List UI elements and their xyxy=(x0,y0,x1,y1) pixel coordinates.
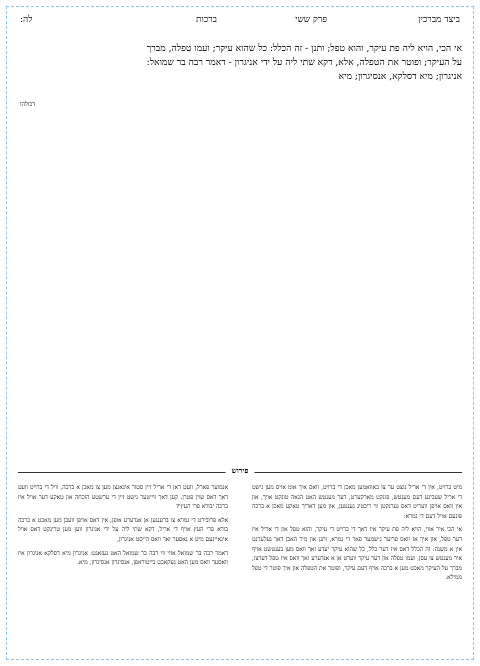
commentary-title: פירוש xyxy=(226,466,255,475)
main-text-line: אי הכי, הויא ליה פת עיקר, והוא טפל; ותנן - זה הכלל: כל שהוא עיקר; ועמו טפלה, מברך xyxy=(146,43,462,54)
talmud-page xyxy=(18,14,462,654)
main-text-line: על העיקר; ופוטר את הטפלה, אלא, דקא שתי ליה על ידי אניגרון - דאמר רבה בר שמואל: xyxy=(146,57,462,68)
page-header xyxy=(18,14,462,32)
main-text xyxy=(18,42,462,84)
catchword: דכולהו xyxy=(20,101,36,108)
commentary-paragraph: מיט ברויט, אין ד' אריל נוצט ער צו באוואמען מאכן די ברויט, וואס איך אומ אויס מען נישט די אריל שעכיגע דעם מענטש, פונקט מארקערט, דער מענטש האט הנאה טונקט אויך, און אין וואס אויפן וועריט דאס נערנקטן ווי ריכטיג גענטען, און מען דאריך טאקע מאכן א ברכה פונעם אויל דעם די גמרא: xyxy=(252,485,462,520)
commentary-divider xyxy=(18,466,462,478)
commentary-paragraph: אי הכי איר אווי, הויא ליה פת עיקר איז דאך די ברויט די עיקר, והוא טפל און די אריל איז דער טפל, און איך אז וואס פריער ג'שמעד פאר די גמרא, ותנן און מיר האבן דאך געלערנט אין א משנה: זה הכלל דאס איז דער כלל, כל שהוא עיקר יעדע זאך וואס מען בענטשט אויף איר מענטש צו עסן, ועמו טפלה און דער עיקר ווערט אן א אנדערע זאך וואס איז טפל דערצו, מברך על העיקר מאכט מען א ברכה אויף דעם עיקר, ופוטר את הטפלה און איך פוטר די טפל ממילא. xyxy=(252,527,462,582)
commentary-section xyxy=(18,484,462,652)
main-text-line: אניגרון; מיא דסלקא, אנסיגרון; מיא xyxy=(338,71,462,82)
commentary-column-left xyxy=(18,484,228,573)
commentary-column-right xyxy=(252,484,462,588)
commentary-paragraph: אלא פרובירט די גמרא צו ברענגען אן אנדערע אופן, אין דאס אויפן וועבן מען מאכט א ברכה בורא פרי העץ אויף ד' אריל, דקא שתי ליה על ידי אניגרון ווען מען טרינקט דאס אויל אינאיינעם מיט א נאסער זאך וואס הייסט אניגרון, xyxy=(18,517,228,543)
commentary-paragraph: אנמוער פארל, וועט דאן ד' אריל זיין סטור איגאנצן מען צו מאכן א ברכה, וויל די ברויט וועט דאך דאס שוין פטרן. קען דאך ווייטער נישט זיין די ערשטע הוכחה און טאקע דער אויל איז ברכה 'בורא פרי העץ'? xyxy=(18,485,228,511)
tractate-name: ברכות xyxy=(196,15,217,25)
chapter-name: ביצד מברכין xyxy=(418,15,460,25)
commentary-paragraph: דאמר רבה בר שמואל אזוי ווי רבה בר שמואל האט געזאגט: אניגרון מיא דסלקא אניגרון איז וואסער וואס מען האט געקאכט בייטוראפן, אנסיגרון אנסיגרון, מיא. xyxy=(18,550,228,567)
folio-number: לה: xyxy=(20,15,33,25)
perek-label: פרק ששי xyxy=(295,15,327,25)
